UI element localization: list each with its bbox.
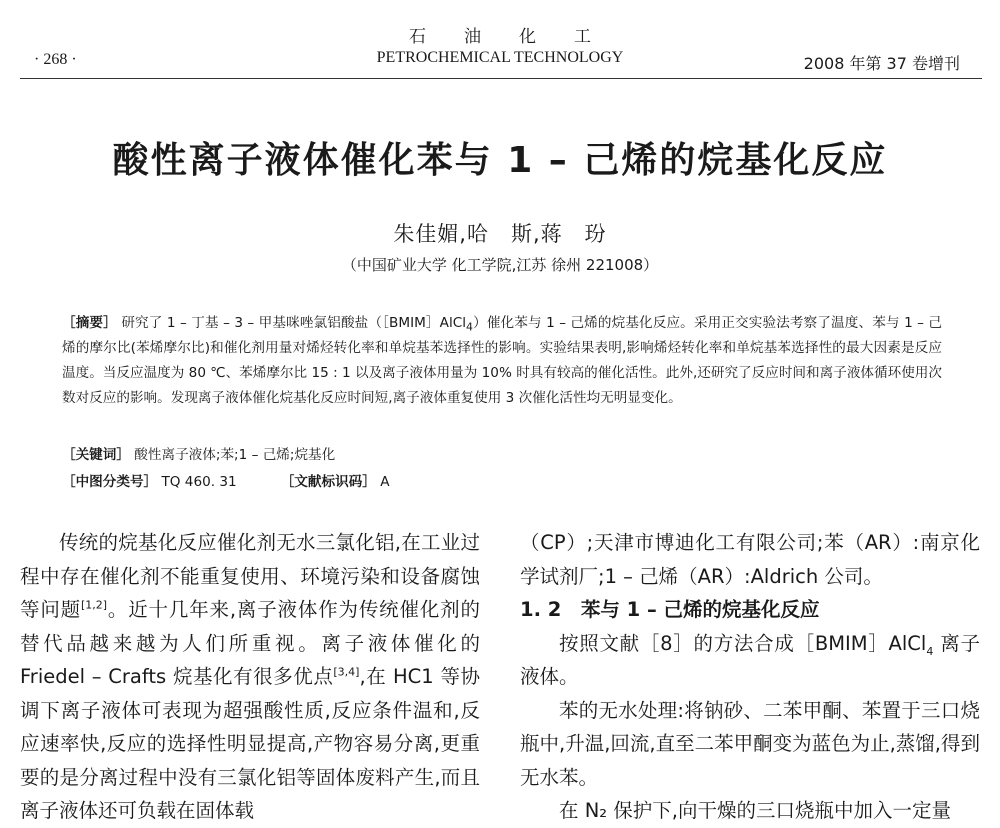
body-text: 按照文献［8］的方法合成［BMIM］AlCl bbox=[559, 631, 927, 655]
classification bbox=[62, 470, 390, 490]
body-paragraph: （CP）;天津市博迪化工有限公司;苯（AR）:南京化学试剂厂;1 – 己烯（AR）:Aldrich 公司。 bbox=[520, 531, 980, 588]
journal-name-chinese: 石油化工 bbox=[409, 27, 629, 47]
clc-value: TQ 460. 31 bbox=[161, 474, 237, 490]
page-number: · 268 · bbox=[34, 51, 77, 68]
body-paragraph: 苯的无水处理:将钠砂、二苯甲酮、苯置于三口烧瓶中,升温,回流,直至二苯甲酮变为蓝色为止,蒸馏,得到无水苯。 bbox=[520, 698, 980, 789]
abstract-subscript: 4 bbox=[466, 320, 473, 334]
journal-name-english: PETROCHEMICAL TECHNOLOGY bbox=[376, 49, 624, 66]
section-heading: 1. 2 苯与 1 – 己烯的烷基化反应 bbox=[520, 598, 820, 621]
doc-code-label: ［文献标识码］ bbox=[280, 474, 376, 490]
affiliation: （中国矿业大学 化工学院,江苏 徐州 221008） bbox=[341, 256, 659, 274]
body-text: 离子液体。 bbox=[520, 631, 980, 688]
body-text: 传统的烷基化反应催化剂无水三氯化铝,在工业过程中存在催化剂不能重复使用、环境污染和设备腐蚀等问题 bbox=[20, 531, 480, 621]
clc-label: ［中图分类号］ bbox=[62, 474, 158, 490]
header-rule bbox=[20, 78, 982, 79]
keywords bbox=[62, 443, 335, 463]
article-title: 酸性离子液体催化苯与 1 – 己烯的烷基化反应 bbox=[112, 140, 888, 181]
authors: 朱佳媚,哈 斯,蒋 玢 bbox=[393, 222, 607, 246]
keywords-label: ［关键词］ bbox=[62, 447, 130, 463]
abstract-label: ［摘要］ bbox=[62, 315, 117, 331]
abstract-text-b: ）催化苯与 1 – 己烯的烷基化反应。采用正交实验法考察了温度、苯与 1 – 己烯的摩尔比(苯烯摩尔比)和催化剂用量对烯烃转化率和单烷基苯选择性的影响。实验结果表明,影响烯烃转化率和单烷基苯选择性的最大因素是反应温度。当反应温度为 80 ℃、苯烯摩尔比 15 : 1 以及离子液体用量为 10% 时具有较高的催化活性。此外,还研究了反应时间和离子液体循环使用次数对反应的影响。发现离子液体催化烷基化反应时间短,离子液体重复使用 3 次催化活性均无明显变化。 bbox=[62, 315, 942, 406]
citation: [3,4] bbox=[333, 665, 360, 679]
body-paragraph bbox=[20, 526, 480, 828]
body-text: 。近十几年来,离子液体作为传统催化剂的替代品越来越为人们所重视。离子液体催化的 Friedel – Crafts 烷基化有很多优点 bbox=[20, 598, 480, 688]
body-paragraph bbox=[520, 627, 980, 694]
abstract bbox=[62, 311, 942, 411]
issue-info: 2008 年第 37 卷增刊 bbox=[803, 54, 960, 73]
body-text: ,在 HC1 等协调下离子液体可表现为超强酸性质,反应条件温和,反应速率快,反应的选择性明显提高,产物容易分离,更重要的是分离过程中没有三氯化铝等固体废料产生,而且离子液体还可负载在固体载 bbox=[20, 665, 481, 822]
abstract-text-a: 研究了 1 – 丁基 – 3 – 甲基咪唑氯铝酸盐（［BMIM］AlCl bbox=[121, 315, 466, 331]
body-paragraph: 在 N₂ 保护下,向干燥的三口烧瓶中加入一定量 bbox=[559, 799, 951, 822]
body-column-right bbox=[520, 526, 980, 828]
body-column-left bbox=[20, 526, 480, 828]
doc-code-value: A bbox=[380, 474, 390, 490]
citation: [1,2] bbox=[80, 598, 108, 612]
keywords-text: 酸性离子液体;苯;1 – 己烯;烷基化 bbox=[134, 447, 336, 463]
subscript: 4 bbox=[926, 644, 934, 658]
